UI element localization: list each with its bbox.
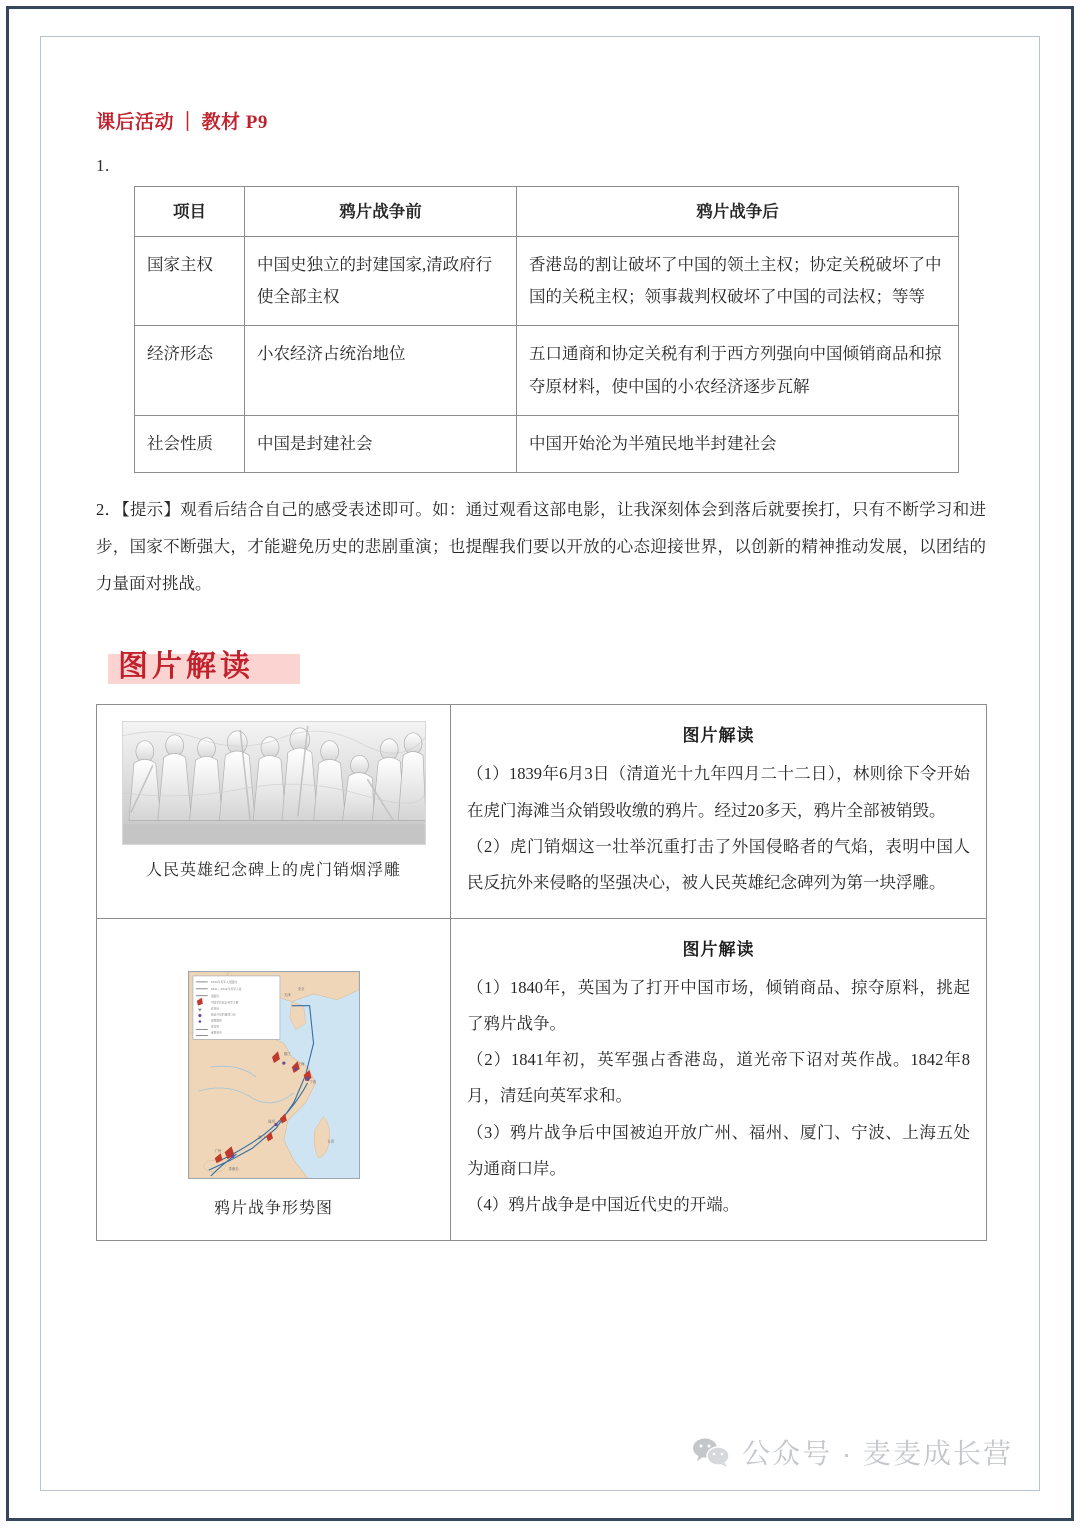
cell-society-after: 中国开始沦为半殖民地半封建社会 (517, 415, 959, 472)
item-2-paragraph: 2．【提示】观看后结合自己的感受表述即可。如：通过观看这部电影，让我深刻体会到落后就要挨打，只有不断学习和进步，国家不断强大，才能避免历史的悲剧重演；也提醒我们要以开放的心态迎接世界，以创新的精神推动发展，以团结的力量面对挑战。 (96, 499, 986, 594)
section-title-separator: ｜ (178, 112, 198, 133)
column-header-after: 鸦片战争后 (517, 187, 959, 237)
item-1-number: 1. (96, 156, 110, 175)
svg-text:重要城市: 重要城市 (210, 1029, 222, 1034)
svg-text:1840年英军入侵路线: 1840年英军入侵路线 (210, 979, 237, 984)
row-label-sovereignty: 国家主权 (135, 237, 245, 326)
picture-cell-relief (97, 705, 451, 918)
page-content (96, 107, 986, 1241)
interpretation-heading-map: 图片解读 (682, 939, 755, 959)
interpretation-cell-map (451, 918, 987, 1240)
svg-text:战场地: 战场地 (210, 1006, 219, 1011)
opium-war-map-image (188, 971, 360, 1179)
wechat-icon (692, 1437, 730, 1467)
svg-text:中国军民抗击英军主要: 中国军民抗击英军主要 (210, 1000, 238, 1005)
svg-text:被迫开放的通商口岸: 被迫开放的通商口岸 (210, 1012, 236, 1017)
cell-sovereignty-before: 中国史独立的封建国家,清政府行使全部主权 (245, 237, 517, 326)
interpretation-body-relief (467, 756, 970, 901)
watermark-text: 公众号 · 麦麦成长营 (742, 1438, 1013, 1469)
picture-interpretation-banner (98, 642, 986, 694)
section-title-reference: 教材 P9 (201, 112, 268, 133)
interpretation-paragraph: （4）鸦片战争是中国近代史的开端。 (467, 1195, 740, 1215)
interpretation-paragraph: （1）1840年，英国为了打开中国市场，倾销商品、掠夺原料，挑起了鸦片战争。 (467, 977, 970, 1033)
table-row (135, 237, 959, 326)
picture-row-relief (97, 705, 987, 918)
watermark (692, 1432, 1013, 1472)
cell-economy-after: 五口通商和协定关税有利于西方列强向中国倾销商品和掠夺原材料，使中国的小农经济逐步瓦解 (517, 326, 959, 415)
svg-text:香港岛: 香港岛 (228, 1166, 239, 1171)
column-header-item: 项目 (135, 187, 245, 237)
svg-text:上海: 上海 (297, 1061, 304, 1066)
column-header-before: 鸦片战争前 (245, 187, 517, 237)
table-header-row (135, 187, 959, 237)
row-label-economy: 经济形态 (135, 326, 245, 415)
picture-interpretation-table (96, 704, 987, 1240)
svg-text:宁波: 宁波 (309, 1079, 316, 1084)
picture-row-map (97, 918, 987, 1240)
relief-image-caption: 人民英雄纪念碑上的虎门销烟浮雕 (145, 862, 401, 880)
interpretation-paragraph: （2）虎门销烟这一壮举沉重打击了外国侵略者的气焰，表明中国人民反抗外来侵略的坚强决心，被人民英雄纪念碑列为第一块浮雕。 (467, 836, 970, 893)
document-page (40, 36, 1040, 1491)
row-label-society: 社会性质 (135, 415, 245, 472)
picture-cell-map (97, 918, 451, 1240)
interpretation-body-map (467, 970, 970, 1224)
interpretation-heading-relief: 图片解读 (682, 726, 755, 746)
interpretation-paragraph: （1）1839年6月3日（清道光十九年四月二十二日），林则徐下令开始在虎门海滩当众销毁收缴的鸦片。经过20多天，鸦片全部被销毁。 (467, 764, 970, 820)
interpretation-paragraph: （2）1841年初，英军强占香港岛，道光帝下诏对英作战。1842年8月，清廷向英军求和。 (467, 1050, 970, 1106)
map-image-caption: 鸦片战争形势图 (213, 1199, 333, 1217)
svg-text:北京: 北京 (297, 986, 304, 991)
svg-text:台湾: 台湾 (326, 1138, 334, 1143)
svg-text:厦门: 厦门 (257, 1134, 265, 1139)
comparison-table (134, 186, 959, 473)
section-title-main: 课后活动 (96, 112, 175, 133)
cell-society-before: 中国是封建社会 (245, 415, 517, 472)
banner-label: 图片解读 (118, 650, 254, 684)
svg-text:1841—1842年英军入侵: 1841—1842年英军入侵 (210, 986, 241, 991)
svg-text:镇江: 镇江 (283, 1051, 291, 1056)
table-row (135, 415, 959, 472)
cell-economy-before: 小农经济占统治地位 (245, 326, 517, 415)
relief-sculpture-image (122, 721, 426, 845)
svg-text:侵路线: 侵路线 (210, 993, 219, 998)
interpretation-paragraph: （3）鸦片战争后中国被迫开放广州、福州、厦门、宁波、上海五处为通商口岸。 (467, 1122, 970, 1178)
table-row (135, 326, 959, 415)
svg-text:天津: 天津 (283, 992, 291, 997)
page-title (96, 107, 986, 134)
interpretation-cell-relief (451, 705, 987, 918)
svg-text:福州: 福州 (267, 1119, 275, 1124)
svg-text:广州: 广州 (214, 1148, 221, 1153)
svg-text:清朝疆界: 清朝疆界 (210, 1018, 222, 1023)
cell-sovereignty-after: 香港岛的割让破坏了中国的领土主权；协定关税破坏了中国的关税主权；领事裁判权破坏了中国的司法权；等等 (517, 237, 959, 326)
svg-text:省级界: 省级界 (210, 1023, 219, 1028)
